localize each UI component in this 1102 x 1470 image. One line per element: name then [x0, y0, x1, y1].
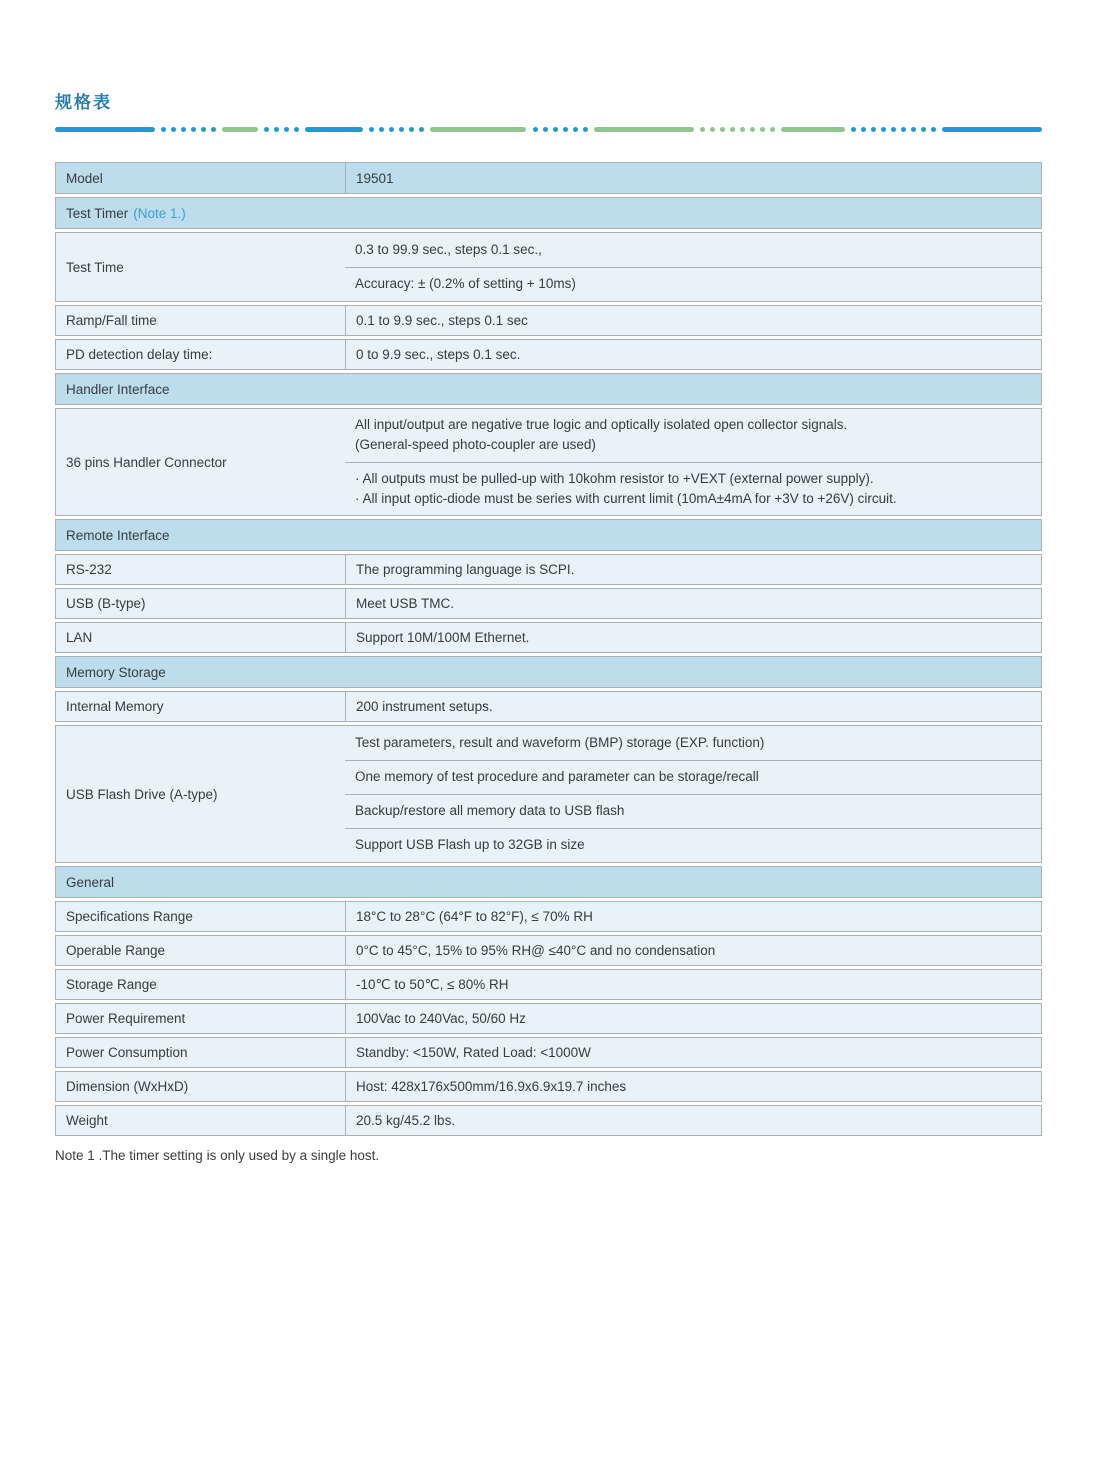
- section-title: General: [55, 866, 1042, 898]
- divider-dot: [861, 127, 866, 132]
- divider-dot: [881, 127, 886, 132]
- footnote: Note 1 .The timer setting is only used by a single host.: [55, 1148, 380, 1163]
- divider-line-segment: [430, 127, 526, 132]
- table-row-group: [55, 408, 1042, 516]
- row-value: 0.1 to 9.9 sec., steps 0.1 sec: [345, 305, 1042, 336]
- divider-dot: [931, 127, 936, 132]
- section-header-row: [55, 656, 1042, 688]
- row-value: Host: 428x176x500mm/16.9x6.9x19.7 inches: [345, 1071, 1042, 1102]
- divider-dot: [720, 127, 725, 132]
- divider-dot: [419, 127, 424, 132]
- divider-dot: [161, 127, 166, 132]
- table-row: [55, 588, 1042, 619]
- value-block: [345, 409, 1041, 462]
- divider-dot: [563, 127, 568, 132]
- row-value: Meet USB TMC.: [345, 588, 1042, 619]
- divider-dot: [264, 127, 269, 132]
- spec-table: [55, 162, 1042, 1136]
- row-label: Power Consumption: [55, 1037, 345, 1068]
- section-header-row: [55, 197, 1042, 229]
- value-line: Backup/restore all memory data to USB flash: [345, 794, 1041, 828]
- value-line: Accuracy: ± (0.2% of setting + 10ms): [345, 267, 1041, 301]
- divider-dot: [740, 127, 745, 132]
- divider-dot: [871, 127, 876, 132]
- row-value: 19501: [345, 162, 1042, 194]
- divider-dot: [201, 127, 206, 132]
- table-row-model: [55, 162, 1042, 194]
- divider-line-segment: [55, 127, 155, 132]
- table-row: [55, 1071, 1042, 1102]
- row-label: Dimension (WxHxD): [55, 1071, 345, 1102]
- section-header-row: [55, 519, 1042, 551]
- divider-dot: [294, 127, 299, 132]
- table-row: [55, 1003, 1042, 1034]
- page-title: 规格表: [55, 93, 112, 112]
- row-value: -10℃ to 50℃, ≤ 80% RH: [345, 969, 1042, 1000]
- row-value: Support 10M/100M Ethernet.: [345, 622, 1042, 653]
- table-row: [55, 1105, 1042, 1136]
- row-value: 20.5 kg/45.2 lbs.: [345, 1105, 1042, 1136]
- section-note-link: (Note 1.): [133, 205, 186, 221]
- section-header-row: [55, 373, 1042, 405]
- table-row: [55, 305, 1042, 336]
- row-label: USB (B-type): [55, 588, 345, 619]
- divider-dot: [409, 127, 414, 132]
- divider-dot: [379, 127, 384, 132]
- value-line: · All input optic-diode must be series with current limit (10mA±4mA for +3V to +26V) circuit.: [355, 490, 897, 506]
- row-value-stack: [345, 408, 1042, 516]
- row-value-stack: [345, 725, 1042, 863]
- divider-dot: [770, 127, 775, 132]
- table-row: [55, 1037, 1042, 1068]
- row-label: Specifications Range: [55, 901, 345, 932]
- divider-dots-segment: [533, 127, 588, 132]
- row-value-stack: [345, 232, 1042, 302]
- value-line: 0.3 to 99.9 sec., steps 0.1 sec.,: [355, 241, 542, 257]
- table-row: [55, 554, 1042, 585]
- decorative-divider: [55, 126, 1042, 132]
- row-label: PD detection delay time:: [55, 339, 345, 370]
- section-title: Memory Storage: [55, 656, 1042, 688]
- divider-line-segment: [305, 127, 363, 132]
- row-label: Power Requirement: [55, 1003, 345, 1034]
- row-label: Internal Memory: [55, 691, 345, 722]
- divider-dot: [543, 127, 548, 132]
- divider-dot: [171, 127, 176, 132]
- row-value: 100Vac to 240Vac, 50/60 Hz: [345, 1003, 1042, 1034]
- divider-dot: [573, 127, 578, 132]
- divider-dot: [583, 127, 588, 132]
- row-label: USB Flash Drive (A-type): [55, 725, 345, 863]
- row-label: Operable Range: [55, 935, 345, 966]
- divider-dot: [921, 127, 926, 132]
- row-value: 200 instrument setups.: [345, 691, 1042, 722]
- divider-dot: [274, 127, 279, 132]
- section-title: [55, 197, 1042, 229]
- value-line: (General-speed photo-coupler are used): [355, 437, 596, 453]
- divider-dot: [730, 127, 735, 132]
- row-label: Test Time: [55, 232, 345, 302]
- table-row: [55, 691, 1042, 722]
- row-label: RS-232: [55, 554, 345, 585]
- row-value: 0°C to 45°C, 15% to 95% RH@ ≤40°C and no condensation: [345, 935, 1042, 966]
- section-title: Remote Interface: [55, 519, 1042, 551]
- row-label: 36 pins Handler Connector: [55, 408, 345, 516]
- table-row: [55, 901, 1042, 932]
- divider-dot: [750, 127, 755, 132]
- section-title-text: Test Timer: [66, 205, 129, 221]
- divider-dot: [911, 127, 916, 132]
- row-label: Model: [55, 162, 345, 194]
- table-row: [55, 339, 1042, 370]
- row-value: 0 to 9.9 sec., steps 0.1 sec.: [345, 339, 1042, 370]
- section-title: Handler Interface: [55, 373, 1042, 405]
- row-value: Standby: <150W, Rated Load: <1000W: [345, 1037, 1042, 1068]
- table-row: [55, 935, 1042, 966]
- value-line: All input/output are negative true logic and optically isolated open collector signals.: [355, 417, 848, 432]
- row-value: 18°C to 28°C (64°F to 82°F), ≤ 70% RH: [345, 901, 1042, 932]
- divider-line-segment: [594, 127, 694, 132]
- value-line: · All outputs must be pulled-up with 10kohm resistor to +VEXT (external power supply).: [355, 470, 874, 486]
- table-row: [55, 969, 1042, 1000]
- divider-dot: [901, 127, 906, 132]
- table-row-group: [55, 725, 1042, 863]
- divider-line-segment: [942, 127, 1042, 132]
- row-value: The programming language is SCPI.: [345, 554, 1042, 585]
- divider-dots-segment: [851, 127, 936, 132]
- divider-dot: [369, 127, 374, 132]
- divider-line-segment: [781, 127, 845, 132]
- value-line: Support USB Flash up to 32GB in size: [345, 828, 1041, 862]
- divider-dot: [710, 127, 715, 132]
- divider-dot: [211, 127, 216, 132]
- table-row: [55, 622, 1042, 653]
- divider-dot: [760, 127, 765, 132]
- divider-dots-segment: [369, 127, 424, 132]
- row-label: Ramp/Fall time: [55, 305, 345, 336]
- divider-dot: [891, 127, 896, 132]
- divider-dot: [553, 127, 558, 132]
- row-label: Weight: [55, 1105, 345, 1136]
- value-block: [345, 462, 1041, 516]
- row-label: LAN: [55, 622, 345, 653]
- table-row-group: [55, 232, 1042, 302]
- divider-dot: [533, 127, 538, 132]
- divider-dot: [851, 127, 856, 132]
- divider-dot: [191, 127, 196, 132]
- divider-dots-segment: [264, 127, 299, 132]
- value-line: Test parameters, result and waveform (BMP) storage (EXP. function): [355, 734, 765, 750]
- value-line: One memory of test procedure and parameter can be storage/recall: [345, 760, 1041, 794]
- divider-dots-segment: [700, 127, 775, 132]
- divider-dot: [181, 127, 186, 132]
- section-header-row: [55, 866, 1042, 898]
- divider-dot: [389, 127, 394, 132]
- divider-dot: [399, 127, 404, 132]
- divider-line-segment: [222, 127, 258, 132]
- divider-dot: [284, 127, 289, 132]
- row-label: Storage Range: [55, 969, 345, 1000]
- divider-dots-segment: [161, 127, 216, 132]
- divider-dot: [700, 127, 705, 132]
